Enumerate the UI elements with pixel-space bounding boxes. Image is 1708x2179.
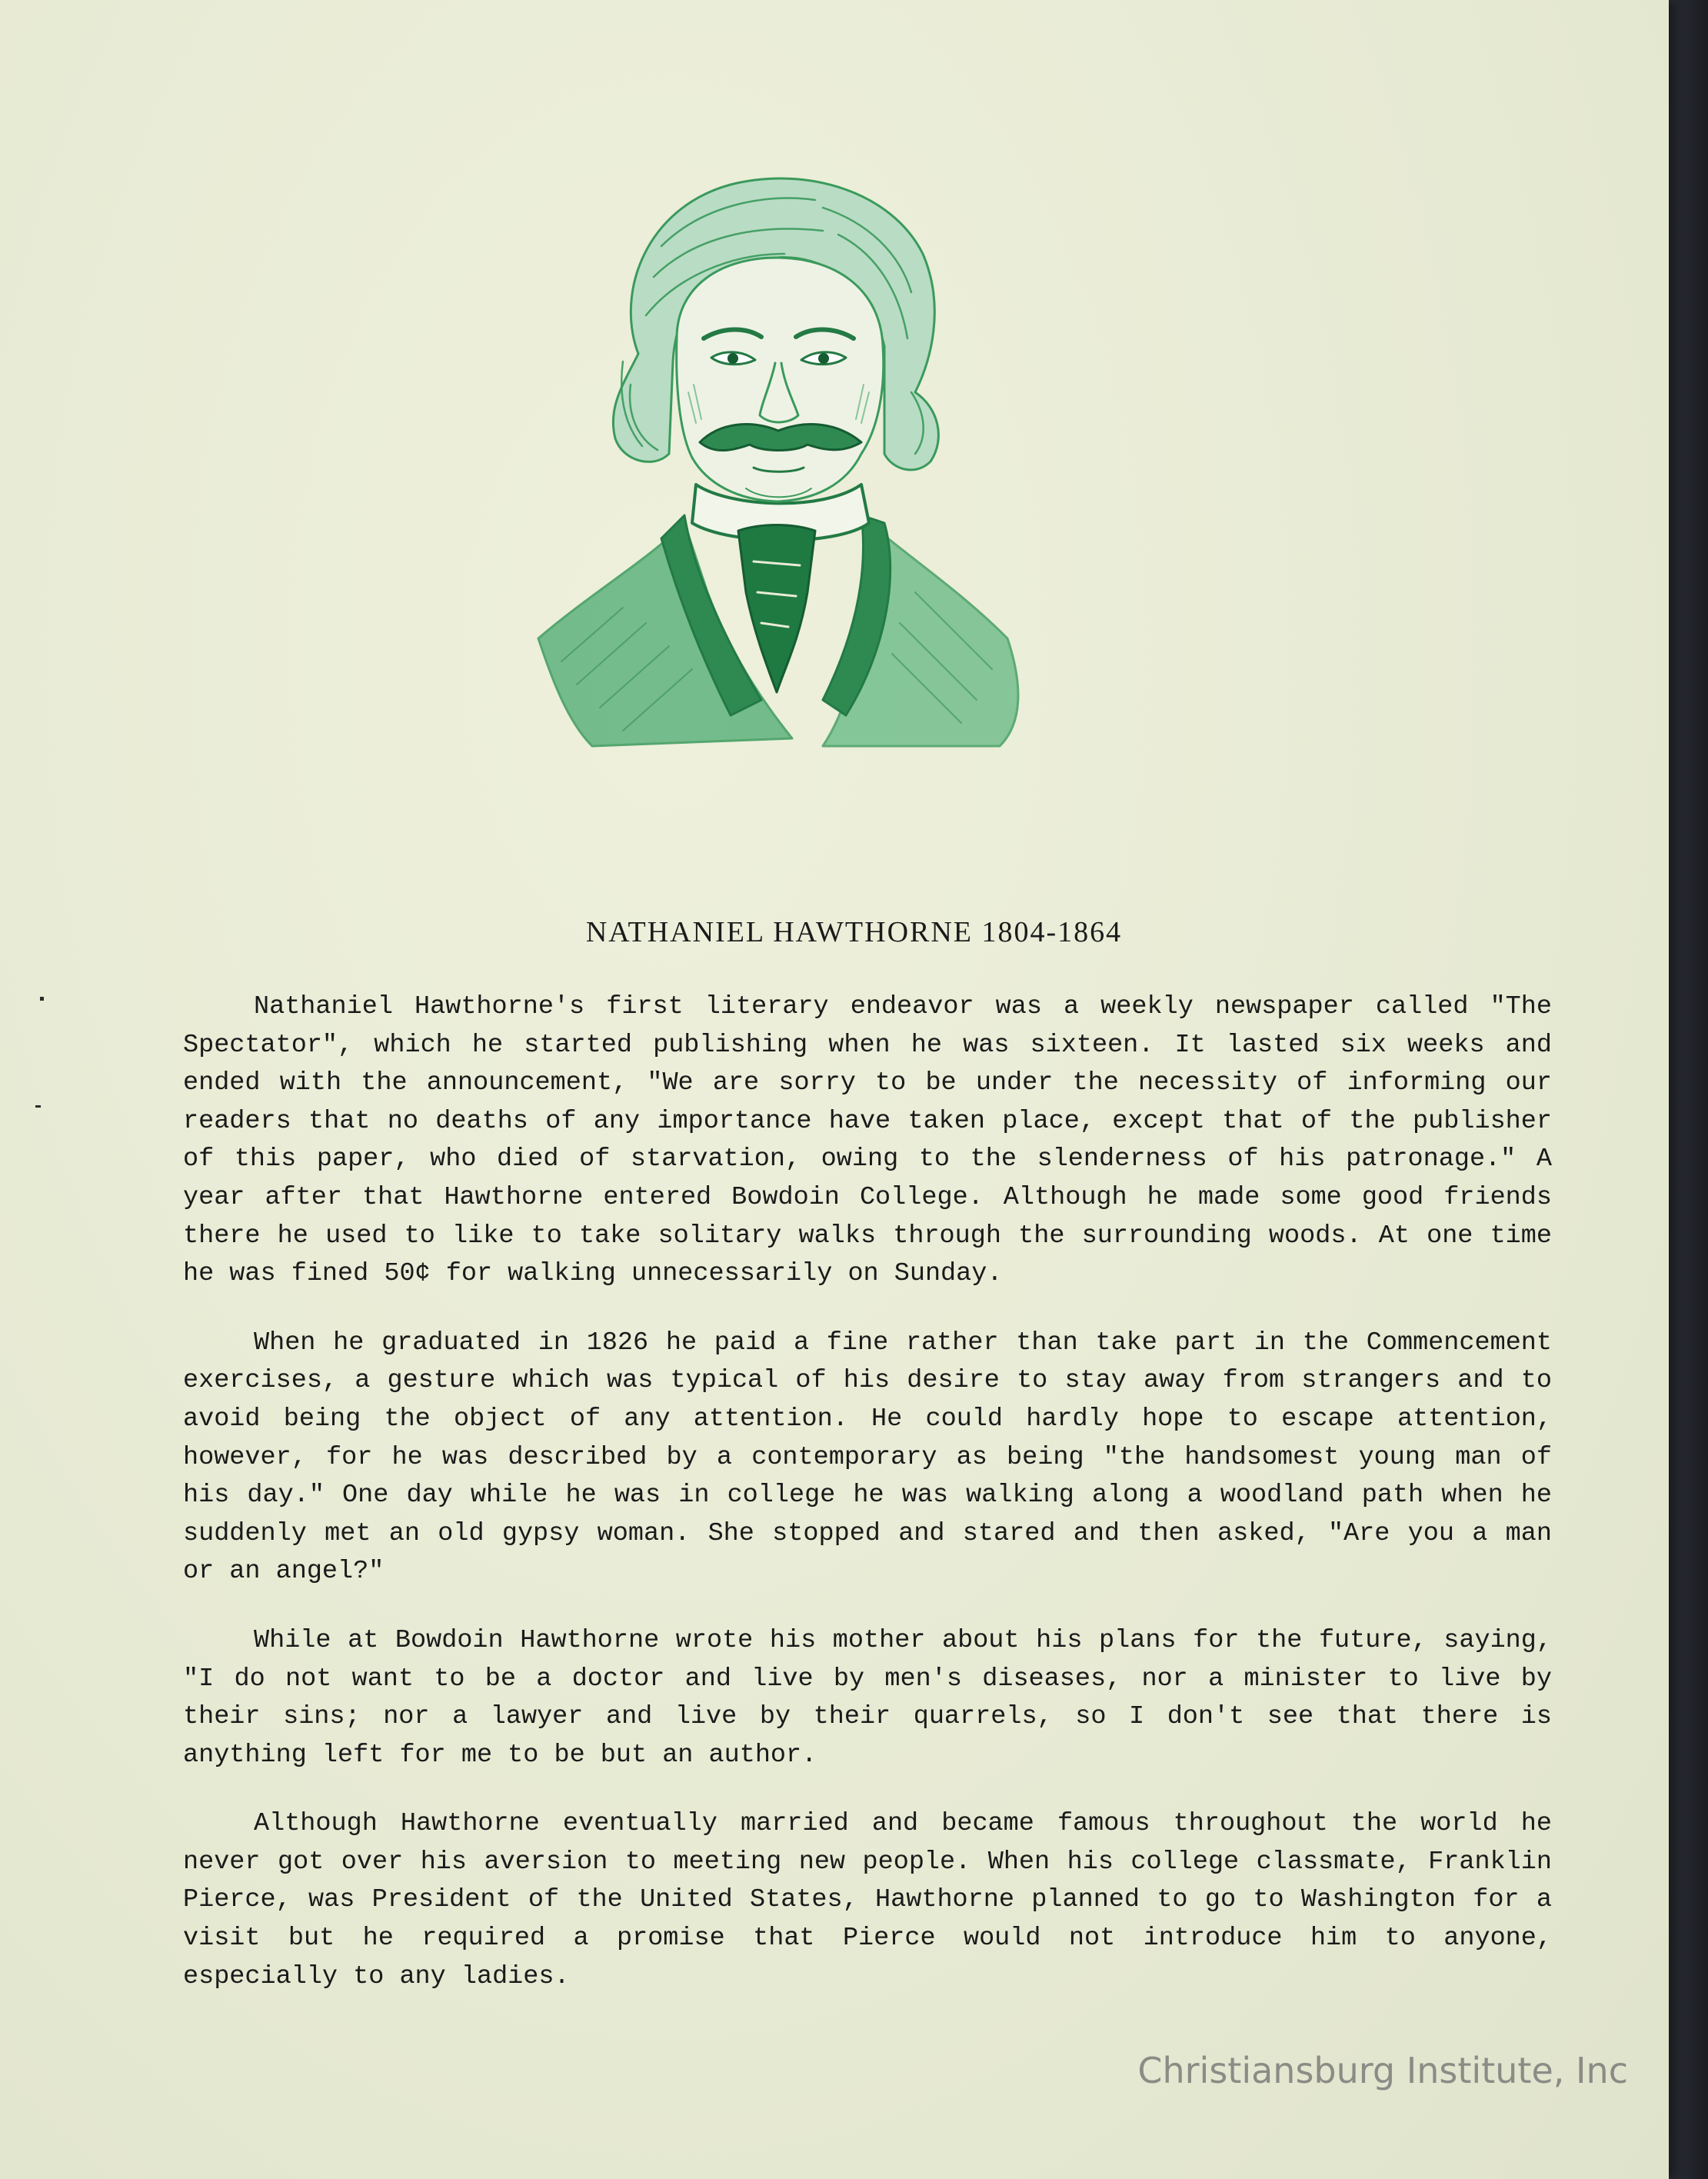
paragraph: When he graduated in 1826 he paid a fine rather than take part in the Commencement exercises, a gesture which was typical of his desire to stay away from strangers and to avoid being the object of any attention. He could hardly hope to escape attention, however, for he was described by a contemporary as being "the handsomest young man of his day." One day while he was in college he was walking along a woodland path when he suddenly met an old gypsy woman. She stopped and stared and then asked, "Are you a man or an angel?" [183,1328,1552,1587]
paragraph: Nathaniel Hawthorne's first literary endeavor was a weekly newspaper called "The Spectator", which he started publishing when he was sixteen. It lasted six weeks and ended with the announcement, "We are sorry to be under the necessity of informing our readers that no deaths of any importance have taken place, except that of the publisher of this paper, who died of starvation, owing to the slenderness of his patronage." A year after that Hawthorne entered Bowdoin College. Although he made some good friends there he used to like to take solitary walks through the surrounding woods. At one time he was fined 50¢ for walking unnecessarily on Sunday. [183,992,1552,1289]
paragraph: Although Hawthorne eventually married and became famous throughout the world he never got over his aversion to meeting new people. When his college classmate, Franklin Pierce, was President of the United States, Hawthorne planned to go to Washington for a visit but he required a promise that Pierce would not introduce him to anyone, especially to any ladies. [183,1809,1552,1991]
document-title: NATHANIEL HAWTHORNE 1804-1864 [585,916,1123,948]
portrait-cravat [738,525,815,693]
ink-speck [40,997,44,1001]
paragraph: While at Bowdoin Hawthorne wrote his mother about his plans for the future, saying, "I do not want to be a doctor and live by men's diseases, nor a minister to live by their sins; nor a lawyer and live by their quarrels, so I don't see that there is anything left for me to be but an author. [183,1625,1552,1770]
scanner-background [1669,0,1708,2179]
portrait-face [677,258,884,501]
portrait-illustration [531,162,1030,815]
ink-speck [35,1105,41,1108]
document-body [183,988,1552,2027]
watermark: Christiansburg Institute, Inc [1137,2050,1628,2091]
